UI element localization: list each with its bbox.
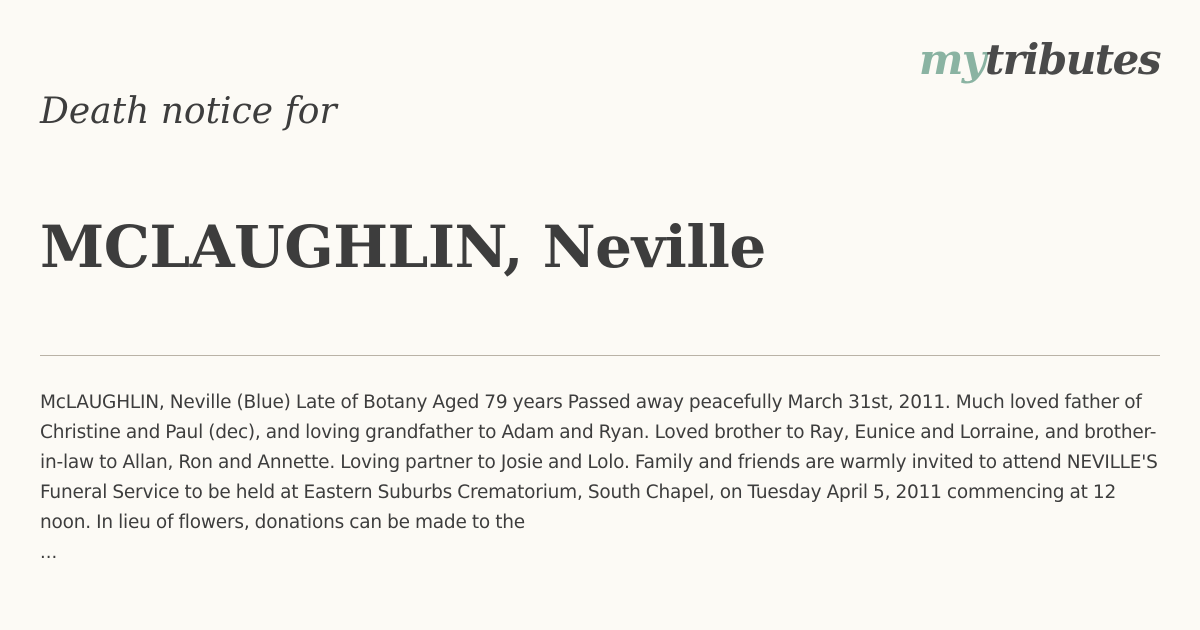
divider <box>40 355 1160 356</box>
logo-suffix: tributes <box>984 35 1160 84</box>
notice-ellipsis: ... <box>40 542 58 563</box>
logo-prefix: my <box>918 35 985 84</box>
death-notice-label: Death notice for <box>40 91 337 132</box>
deceased-name: MCLAUGHLIN, Neville <box>40 213 766 281</box>
mytributes-logo <box>919 34 1160 86</box>
notice-body-text: McLAUGHLIN, Neville (Blue) Late of Botany Aged 79 years Passed away peacefully March 31st, 2011. Much loved father of Christine and Paul (dec), and loving grandfather to Adam and Ryan. Loved brother to Ray, Eunice and Lorraine, and brother-in-law to Allan, Ron and Annette. Loving partner to Josie and Lolo. Family and friends are warmly invited to attend NEVILLE'S Funeral Service to be held at Eastern Suburbs Crematorium, South Chapel, on Tuesday April 5, 2011 commencing at 12 noon. In lieu of flowers, donations can be made to the <box>40 392 1158 533</box>
